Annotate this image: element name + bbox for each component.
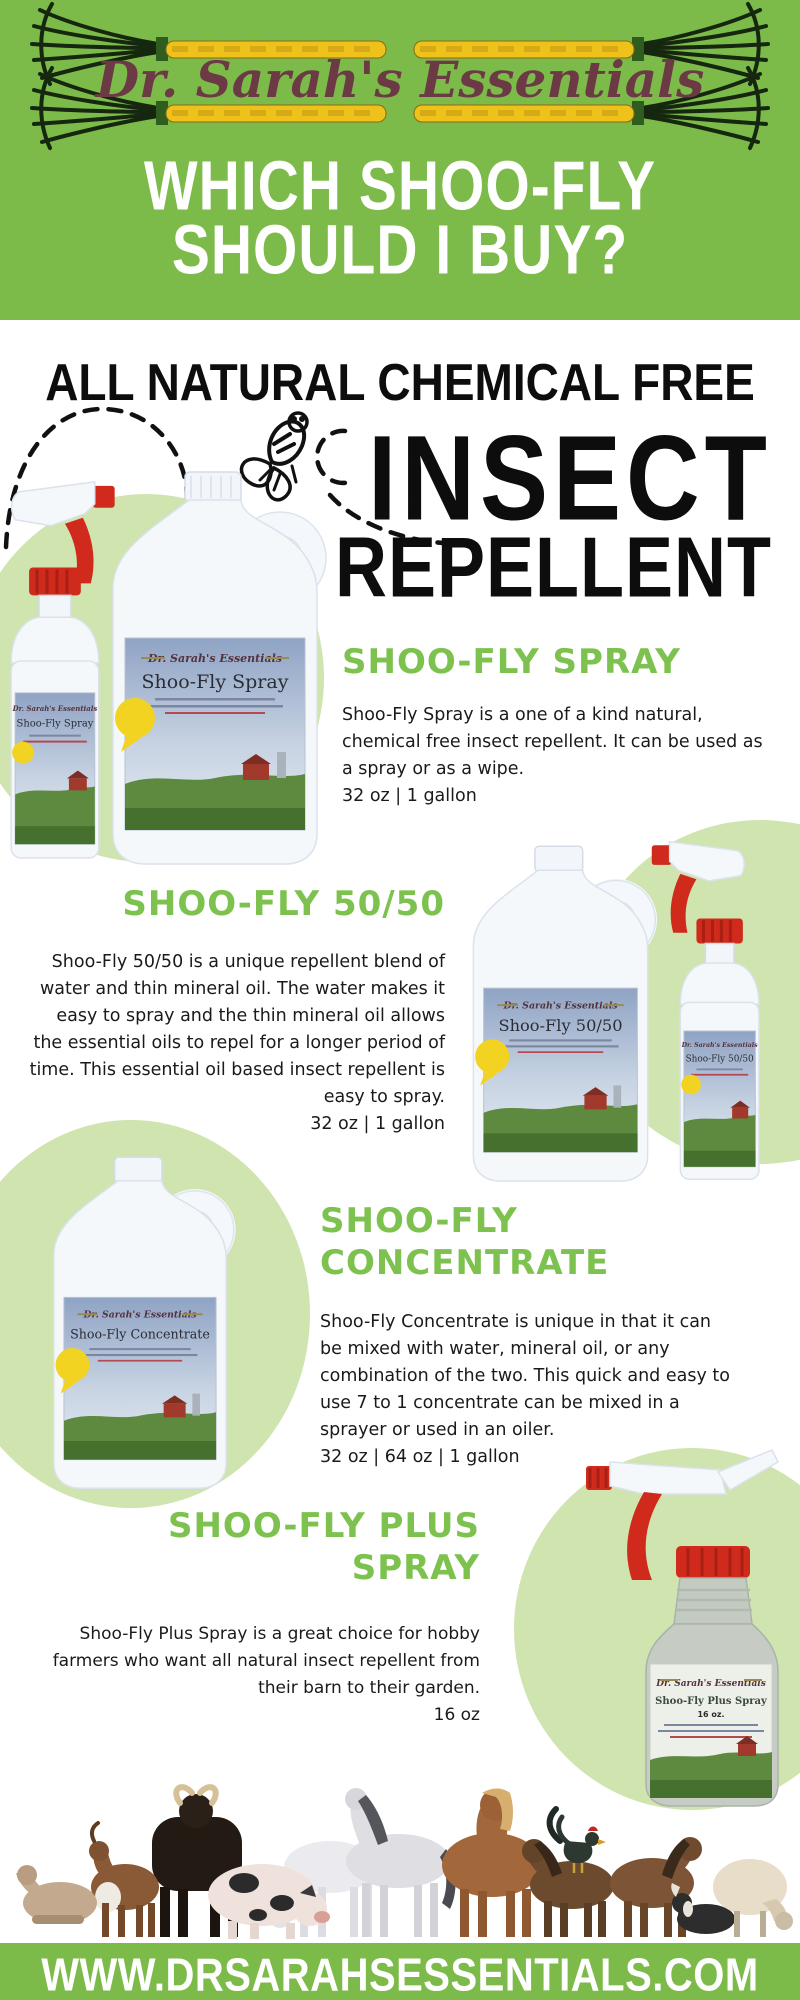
product-label-plus-spray: [650, 1664, 772, 1798]
svg-text:Shoo-Fly Spray: Shoo-Fly Spray: [16, 718, 94, 730]
svg-text:Dr. Sarah's Essentials: Dr. Sarah's Essentials: [148, 652, 282, 665]
intro-kicker: ALL NATURAL CHEMICAL FREE: [45, 353, 755, 412]
svg-text:Shoo-Fly Concentrate: Shoo-Fly Concentrate: [70, 1326, 210, 1342]
product-copy-5050: [25, 949, 445, 1138]
product-copy-plus-spray: [25, 1621, 480, 1729]
product-photo-5050-bottle: [650, 826, 775, 1186]
product-sizes-concentrate: 32 oz | 64 oz | 1 gallon: [320, 1447, 520, 1467]
product-label-5050-32oz: [681, 1031, 759, 1167]
product-description-spray: Shoo-Fly Spray is a one of a kind natural, chemical free insect repellent. It can be used as a spray or as a wipe.: [342, 705, 763, 779]
product-description-concentrate: Shoo-Fly Concentrate is unique in that it can be mixed with water, mineral oil, or any combination of the two. This quick and easy to use 7 to 1 concentrate can be mixed in a sprayer or used in an oiler.: [320, 1312, 730, 1440]
product-sizes-5050: 32 oz | 1 gallon: [310, 1114, 445, 1134]
product-sizes-spray: 32 oz | 1 gallon: [342, 786, 477, 806]
animal-white-horse-standing: [345, 1788, 456, 1937]
svg-text:Dr. Sarah's Essentials: Dr. Sarah's Essentials: [12, 703, 98, 713]
product-description-plus-spray: Shoo-Fly Plus Spray is a great choice for hobby farmers who want all natural insect repellent from their barn to their garden.: [52, 1624, 480, 1698]
animal-kneeling-goat: [16, 1865, 97, 1924]
product-heading-spray: SHOO-FLY SPRAY: [342, 642, 681, 682]
brand-wordmark: Dr. Sarah's Essentials: [95, 50, 705, 109]
product-sizes-plus-spray: 16 oz: [433, 1705, 480, 1725]
product-heading-5050: SHOO-FLY 50/50: [122, 884, 445, 924]
title-repellent: REPELLENT: [334, 521, 772, 616]
header-section: [0, 0, 800, 320]
animal-brown-goat: [89, 1823, 159, 1937]
product-photo-5050-jug: [458, 838, 663, 1186]
title-insect: INSECT: [367, 411, 772, 546]
product-label-concentrate: [56, 1297, 217, 1459]
product-photo-spray-jug: [95, 462, 335, 870]
product-photo-concentrate-jug: [16, 1152, 264, 1490]
svg-text:Dr. Sarah's Essentials: Dr. Sarah's Essentials: [83, 1309, 197, 1321]
banner-title-line1: WHICH SHOO-FLY: [143, 147, 657, 226]
svg-text:16 oz.: 16 oz.: [697, 1710, 725, 1719]
farm-animals-illustration: [0, 1783, 800, 1943]
svg-text:Dr. Sarah's Essentials: Dr. Sarah's Essentials: [681, 1042, 758, 1050]
product-heading-plus-spray: SHOO-FLY PLUS SPRAY: [167, 1506, 480, 1588]
banner-title-line2: SHOULD I BUY?: [171, 211, 629, 290]
product-label-spray-32oz: [12, 693, 98, 844]
svg-text:Shoo-Fly Spray: Shoo-Fly Spray: [141, 671, 289, 693]
product-heading-concentrate: SHOO-FLY CONCENTRATE: [320, 1201, 610, 1283]
svg-text:Shoo-Fly 50/50: Shoo-Fly 50/50: [498, 1015, 623, 1035]
svg-text:Shoo-Fly 50/50: Shoo-Fly 50/50: [685, 1054, 754, 1065]
product-photo-plus-spray-bottle: [580, 1428, 780, 1808]
product-copy-spray: [342, 702, 774, 810]
product-label-spray-gallon: [115, 638, 305, 830]
animal-brown-horse: [442, 1789, 542, 1938]
product-label-5050-gallon: [475, 988, 637, 1152]
svg-text:Dr. Sarah's Essentials: Dr. Sarah's Essentials: [656, 1679, 766, 1689]
svg-text:Shoo-Fly Plus Spray: Shoo-Fly Plus Spray: [655, 1696, 767, 1707]
product-description-5050: Shoo-Fly 50/50 is a unique repellent blend of water and thin mineral oil. The water makes it easy to spray and the thin mineral oil allows the essential oils to repel for a longer period of time. This essential oil based insect repellent is easy to spray.: [29, 952, 445, 1107]
svg-text:Dr. Sarah's Essentials: Dr. Sarah's Essentials: [503, 1000, 618, 1012]
footer-url[interactable]: WWW.DRSARAHSESSENTIALS.COM: [41, 1950, 759, 2000]
